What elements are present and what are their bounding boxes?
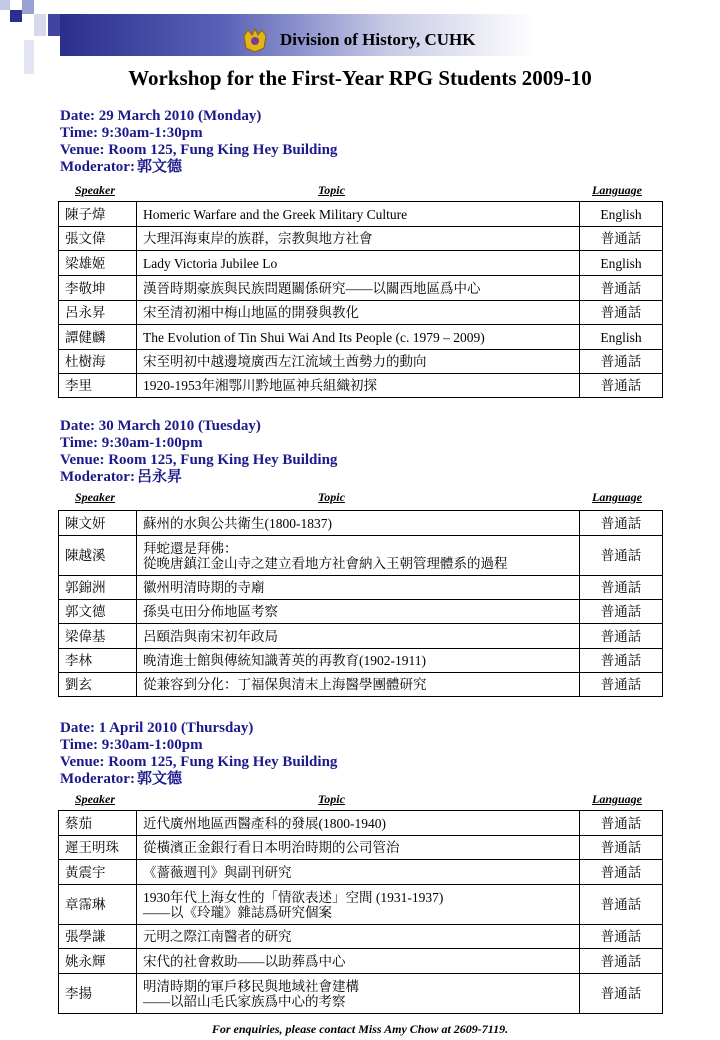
topic-cell (137, 536, 580, 576)
moderator-name: 呂永昇 (136, 469, 182, 485)
topic-line: 孫吳屯田分佈地區考察 (143, 604, 278, 619)
speaker-cell: 郭文德 (59, 600, 137, 624)
decor-square (10, 10, 22, 22)
topic-line: 宋代的社會救助——以助葬爲中心 (143, 953, 346, 969)
cuhk-emblem-icon (240, 26, 270, 54)
page-title: Workshop for the First-Year RPG Students 2009-10 (128, 66, 592, 90)
col-header-speaker: Speaker (75, 490, 115, 504)
topic-cell (137, 600, 580, 624)
table-row (59, 536, 663, 576)
table-row (59, 836, 663, 860)
language-cell: 普通話 (580, 301, 663, 325)
session-info (60, 720, 337, 788)
topic-line: ——以韶山毛氏家族爲中心的考察 (143, 993, 346, 1009)
decor-square (0, 0, 10, 10)
topic-cell (137, 325, 580, 350)
topic-cell (137, 202, 580, 227)
language-cell: 普通話 (580, 350, 663, 374)
session-venue: Venue: Room 125, Fung King Hey Building (60, 142, 338, 158)
table-row (59, 251, 663, 276)
topic-cell (137, 885, 580, 925)
speaker-cell: 姚永輝 (59, 949, 137, 974)
speaker-cell: 梁雄姬 (59, 251, 137, 276)
topic-cell (137, 511, 580, 536)
topic-line: 宋至明初中越邊境廣西左江流域土酋勢力的動向 (143, 354, 427, 369)
session-venue: Venue: Room 125, Fung King Hey Building (60, 754, 338, 770)
language-cell: 普通話 (580, 949, 663, 974)
language-cell: 普通話 (580, 860, 663, 885)
table-row (59, 576, 663, 600)
topic-line: 拜蛇還是拜佛： (143, 540, 238, 556)
speaker-cell: 蔡茄 (59, 811, 137, 836)
topic-cell (137, 227, 580, 251)
topic-cell (137, 350, 580, 374)
session-moderator (60, 771, 337, 788)
speaker-cell: 陳子煒 (59, 202, 137, 227)
topic-cell (137, 836, 580, 860)
moderator-label: Moderator: (60, 771, 135, 787)
table-row (59, 811, 663, 836)
topic-cell (137, 624, 580, 649)
topic-line: Lady Victoria Jubilee Lo (143, 255, 278, 271)
session-venue: Venue: Room 125, Fung King Hey Building (60, 452, 338, 468)
topic-line: 呂頤浩與南宋初年政局 (143, 628, 278, 644)
col-header-language: Language (592, 183, 643, 197)
col-header-speaker: Speaker (75, 183, 115, 197)
topic-line: 從晚唐鎮江金山寺之建立看地方社會納入王朝管理體系的過程 (143, 555, 508, 571)
col-header-language: Language (592, 490, 643, 504)
table-row (59, 600, 663, 624)
schedule-table (58, 201, 663, 398)
language-cell: 普通話 (580, 511, 663, 536)
moderator-label: Moderator: (60, 469, 135, 485)
session-info (60, 418, 337, 486)
topic-line: 從兼容到分化：丁福保與清末上海醫學團體研究 (143, 677, 427, 692)
topic-line: Homeric Warfare and the Greek Military Culture (143, 206, 408, 222)
speaker-cell: 陳文妍 (59, 511, 137, 536)
session-time: Time: 9:30am-1:30pm (60, 125, 203, 141)
table-row (59, 974, 663, 1014)
language-cell: 普通話 (580, 836, 663, 860)
topic-line: 1920-1953年湘鄂川黔地區神兵組織初探 (143, 378, 377, 393)
topic-cell (137, 276, 580, 301)
topic-cell (137, 949, 580, 974)
speaker-cell: 章霈琳 (59, 885, 137, 925)
col-header-language: Language (592, 792, 643, 806)
session-moderator (60, 469, 337, 486)
table-row (59, 227, 663, 251)
language-cell: 普通話 (580, 576, 663, 600)
table-row (59, 860, 663, 885)
speaker-cell: 劉玄 (59, 673, 137, 697)
session-time: Time: 9:30am-1:00pm (60, 435, 203, 451)
table-row (59, 276, 663, 301)
language-cell: 普通話 (580, 276, 663, 301)
speaker-cell: 呂永昇 (59, 301, 137, 325)
moderator-name: 郭文德 (136, 771, 182, 787)
topic-cell (137, 974, 580, 1014)
table-row (59, 949, 663, 974)
language-cell: 普通話 (580, 885, 663, 925)
schedule-table (58, 810, 663, 1014)
language-cell: English (580, 325, 663, 350)
topic-line: 徽州明清時期的寺廟 (143, 580, 265, 595)
language-cell: 普通話 (580, 925, 663, 949)
speaker-cell: 譚健麟 (59, 325, 137, 350)
topic-line: 1930年代上海女性的「情欲表述」空間 (1931-1937) (143, 889, 444, 905)
division-name: Division of History, CUHK (280, 30, 476, 49)
speaker-cell: 張文偉 (59, 227, 137, 251)
language-cell: English (580, 251, 663, 276)
language-cell: 普通話 (580, 374, 663, 398)
topic-line: 近代廣州地區西醫產科的發展(1800-1940) (143, 815, 386, 831)
topic-line: 《薔薇週刊》與副刊研究 (143, 864, 292, 880)
topic-line: 大理洱海東岸的族群，宗教與地方社會 (143, 231, 373, 246)
decor-square (34, 14, 46, 36)
topic-cell (137, 251, 580, 276)
language-cell: 普通話 (580, 649, 663, 673)
language-cell: 普通話 (580, 600, 663, 624)
language-cell: 普通話 (580, 974, 663, 1014)
speaker-cell: 陳越溪 (59, 536, 137, 576)
speaker-cell: 李敬坤 (59, 276, 137, 301)
table-row (59, 202, 663, 227)
table-row (59, 624, 663, 649)
speaker-cell: 李揚 (59, 974, 137, 1014)
topic-line: 元明之際江南醫者的研究 (143, 929, 292, 944)
col-header-speaker: Speaker (75, 792, 115, 806)
footer-note: For enquiries, please contact Miss Amy Chow at 2609-7119. (211, 1022, 509, 1036)
session-time: Time: 9:30am-1:00pm (60, 737, 203, 753)
topic-line: 明清時期的軍戶移民與地域社會建構 (143, 978, 359, 994)
language-cell: 普通話 (580, 227, 663, 251)
topic-cell (137, 811, 580, 836)
moderator-name: 郭文德 (136, 159, 182, 175)
session-date: Date: 1 April 2010 (Thursday) (60, 720, 254, 736)
speaker-cell: 李林 (59, 649, 137, 673)
table-row (59, 511, 663, 536)
speaker-cell: 遲王明珠 (59, 836, 137, 860)
session-date: Date: 30 March 2010 (Tuesday) (60, 418, 261, 434)
speaker-cell: 梁偉基 (59, 624, 137, 649)
topic-cell (137, 374, 580, 398)
moderator-label: Moderator: (60, 159, 135, 175)
table-row (59, 374, 663, 398)
language-cell: English (580, 202, 663, 227)
topic-line: 從橫濱正金銀行看日本明治時期的公司管治 (143, 840, 400, 855)
language-cell: 普通話 (580, 673, 663, 697)
topic-line: 宋至清初湘中梅山地區的開發與教化 (143, 305, 359, 320)
topic-line: 漢晉時期豪族與民族問題關係研究——以關西地區爲中心 (143, 280, 481, 296)
decor-square (22, 0, 34, 14)
topic-line: The Evolution of Tin Shui Wai And Its People (c. 1979 – 2009) (143, 329, 485, 345)
table-row (59, 301, 663, 325)
table-row (59, 649, 663, 673)
speaker-cell: 黃震宇 (59, 860, 137, 885)
topic-cell (137, 925, 580, 949)
session-date: Date: 29 March 2010 (Monday) (60, 108, 262, 124)
topic-cell (137, 576, 580, 600)
session-info (60, 108, 337, 176)
topic-cell (137, 860, 580, 885)
table-row (59, 885, 663, 925)
schedule-table (58, 510, 663, 697)
speaker-cell: 張學謙 (59, 925, 137, 949)
decor-square (48, 14, 60, 36)
language-cell: 普通話 (580, 811, 663, 836)
col-header-topic: Topic (318, 490, 345, 504)
speaker-cell: 郭錦洲 (59, 576, 137, 600)
language-cell: 普通話 (580, 536, 663, 576)
table-row (59, 925, 663, 949)
session-moderator (60, 159, 337, 176)
topic-cell (137, 673, 580, 697)
topic-cell (137, 301, 580, 325)
col-header-topic: Topic (318, 792, 345, 806)
topic-line: ——以《玲瓏》雜誌爲研究個案 (143, 904, 332, 920)
table-row (59, 673, 663, 697)
language-cell: 普通話 (580, 624, 663, 649)
table-row (59, 325, 663, 350)
topic-line: 晚清進士館與傳統知識菁英的再教育(1902-1911) (143, 653, 426, 668)
speaker-cell: 李里 (59, 374, 137, 398)
speaker-cell: 杜樹海 (59, 350, 137, 374)
topic-cell (137, 649, 580, 673)
table-row (59, 350, 663, 374)
col-header-topic: Topic (318, 183, 345, 197)
topic-line: 蘇州的水與公共衛生(1800-1837) (143, 515, 332, 531)
